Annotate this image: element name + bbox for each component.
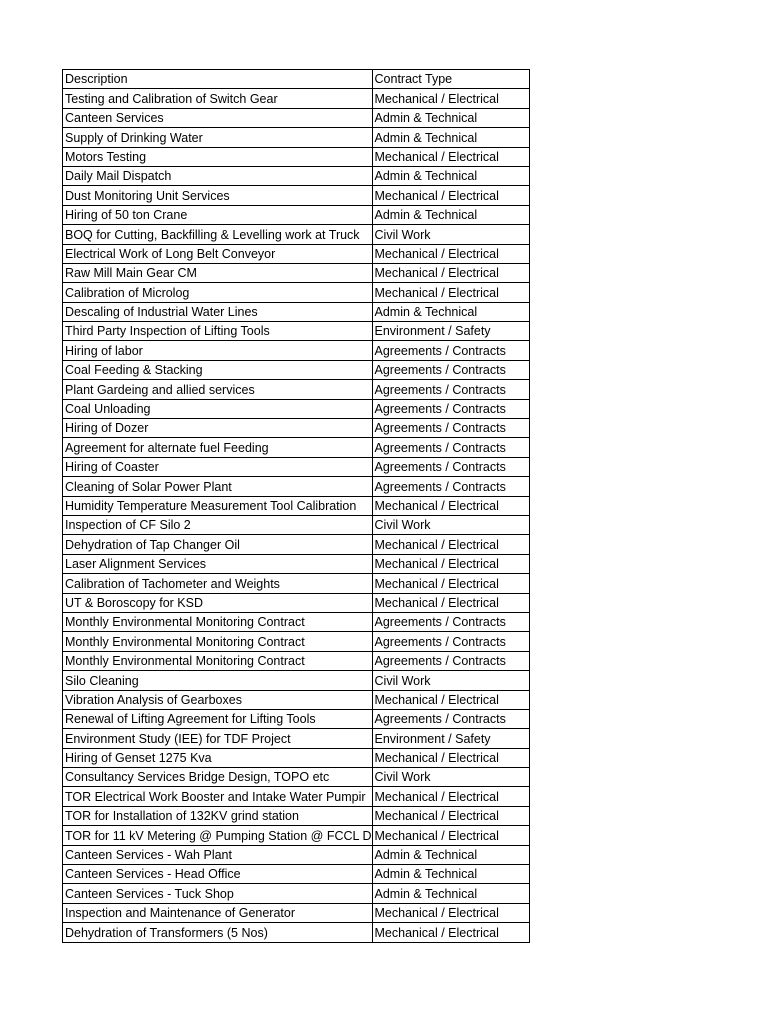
table-row	[63, 748, 530, 767]
table-row	[63, 632, 530, 651]
contracts-table	[62, 69, 530, 943]
table-row	[63, 554, 530, 573]
description-cell[interactable]: TOR for Installation of 132KV grind station	[63, 806, 373, 825]
table-row	[63, 457, 530, 476]
description-cell[interactable]: Calibration of Microlog	[63, 283, 373, 302]
table-row	[63, 923, 530, 942]
table-row	[63, 89, 530, 108]
description-cell[interactable]: Monthly Environmental Monitoring Contract	[63, 651, 373, 670]
contract-type-cell[interactable]: Agreements / Contracts	[372, 651, 529, 670]
table-row	[63, 186, 530, 205]
contract-type-cell[interactable]: Admin & Technical	[372, 166, 529, 185]
table-row	[63, 322, 530, 341]
description-cell[interactable]: Monthly Environmental Monitoring Contract	[63, 612, 373, 631]
table-row	[63, 845, 530, 864]
contract-type-cell[interactable]: Mechanical / Electrical	[372, 923, 529, 942]
description-cell[interactable]: Laser Alignment Services	[63, 554, 373, 573]
table-body	[63, 70, 530, 943]
description-cell[interactable]: Daily Mail Dispatch	[63, 166, 373, 185]
contract-type-cell[interactable]: Mechanical / Electrical	[372, 535, 529, 554]
description-cell[interactable]: Electrical Work of Long Belt Conveyor	[63, 244, 373, 263]
contract-type-cell[interactable]: Admin & Technical	[372, 845, 529, 864]
contract-type-cell[interactable]: Mechanical / Electrical	[372, 806, 529, 825]
table-row	[63, 244, 530, 263]
contract-type-cell[interactable]: Mechanical / Electrical	[372, 748, 529, 767]
description-cell[interactable]: Dehydration of Tap Changer Oil	[63, 535, 373, 554]
contract-type-cell[interactable]: Mechanical / Electrical	[372, 89, 529, 108]
contract-type-cell[interactable]: Agreements / Contracts	[372, 380, 529, 399]
table-row	[63, 884, 530, 903]
description-cell[interactable]: TOR Electrical Work Booster and Intake Water Pumpir	[63, 787, 373, 806]
description-cell[interactable]: Hiring of 50 ton Crane	[63, 205, 373, 224]
contract-type-cell[interactable]: Agreements / Contracts	[372, 632, 529, 651]
contract-type-cell[interactable]: Admin & Technical	[372, 865, 529, 884]
description-cell[interactable]: Hiring of Dozer	[63, 419, 373, 438]
description-cell[interactable]: Renewal of Lifting Agreement for Lifting Tools	[63, 709, 373, 728]
description-cell[interactable]: Hiring of Coaster	[63, 457, 373, 476]
contract-type-cell[interactable]: Agreements / Contracts	[372, 612, 529, 631]
contract-type-cell[interactable]: Mechanical / Electrical	[372, 263, 529, 282]
contract-type-cell[interactable]: Agreements / Contracts	[372, 457, 529, 476]
contract-type-cell[interactable]: Agreements / Contracts	[372, 341, 529, 360]
table-row	[63, 419, 530, 438]
header-description[interactable]: Description	[63, 70, 373, 89]
table-row	[63, 263, 530, 282]
description-cell[interactable]: Plant Gardeing and allied services	[63, 380, 373, 399]
description-cell[interactable]: Hiring of Genset 1275 Kva	[63, 748, 373, 767]
contract-type-cell[interactable]: Environment / Safety	[372, 322, 529, 341]
description-cell[interactable]: Calibration of Tachometer and Weights	[63, 574, 373, 593]
contract-type-cell[interactable]: Agreements / Contracts	[372, 438, 529, 457]
description-cell[interactable]: Consultancy Services Bridge Design, TOPO etc	[63, 768, 373, 787]
description-cell[interactable]: Motors Testing	[63, 147, 373, 166]
description-cell[interactable]: Vibration Analysis of Gearboxes	[63, 690, 373, 709]
contract-type-cell[interactable]: Mechanical / Electrical	[372, 554, 529, 573]
description-cell[interactable]: Silo Cleaning	[63, 671, 373, 690]
contract-type-cell[interactable]: Civil Work	[372, 515, 529, 534]
contract-type-cell[interactable]: Agreements / Contracts	[372, 419, 529, 438]
table-row	[63, 341, 530, 360]
table-row	[63, 574, 530, 593]
header-row	[63, 70, 530, 89]
table-row	[63, 651, 530, 670]
contract-type-cell[interactable]: Mechanical / Electrical	[372, 787, 529, 806]
table-row	[63, 671, 530, 690]
table-row	[63, 903, 530, 922]
contract-type-cell[interactable]: Admin & Technical	[372, 128, 529, 147]
contract-type-cell[interactable]: Mechanical / Electrical	[372, 147, 529, 166]
description-cell[interactable]: Cleaning of Solar Power Plant	[63, 477, 373, 496]
table-row	[63, 399, 530, 418]
table-row	[63, 205, 530, 224]
description-cell[interactable]: Coal Unloading	[63, 399, 373, 418]
description-cell[interactable]: Monthly Environmental Monitoring Contract	[63, 632, 373, 651]
description-cell[interactable]: TOR for 11 kV Metering @ Pumping Station @ FCCL D	[63, 826, 373, 845]
description-cell[interactable]: Canteen Services	[63, 108, 373, 127]
table-row	[63, 535, 530, 554]
table-row	[63, 166, 530, 185]
description-cell[interactable]: UT & Boroscopy for KSD	[63, 593, 373, 612]
contract-type-cell[interactable]: Mechanical / Electrical	[372, 186, 529, 205]
description-cell[interactable]: Testing and Calibration of Switch Gear	[63, 89, 373, 108]
table-row	[63, 515, 530, 534]
contract-type-cell[interactable]: Mechanical / Electrical	[372, 574, 529, 593]
description-cell[interactable]: Supply of Drinking Water	[63, 128, 373, 147]
contract-type-cell[interactable]: Admin & Technical	[372, 302, 529, 321]
table-row	[63, 225, 530, 244]
contract-type-cell[interactable]: Mechanical / Electrical	[372, 826, 529, 845]
contract-type-cell[interactable]: Mechanical / Electrical	[372, 283, 529, 302]
contract-type-cell[interactable]: Mechanical / Electrical	[372, 903, 529, 922]
description-cell[interactable]: Hiring of labor	[63, 341, 373, 360]
description-cell[interactable]: Third Party Inspection of Lifting Tools	[63, 322, 373, 341]
table-row	[63, 690, 530, 709]
contract-type-cell[interactable]: Admin & Technical	[372, 884, 529, 903]
table-row	[63, 806, 530, 825]
contract-type-cell[interactable]: Admin & Technical	[372, 108, 529, 127]
contract-type-cell[interactable]: Civil Work	[372, 768, 529, 787]
contract-type-cell[interactable]: Agreements / Contracts	[372, 399, 529, 418]
table-row	[63, 477, 530, 496]
table-row	[63, 729, 530, 748]
contract-type-cell[interactable]: Agreements / Contracts	[372, 477, 529, 496]
description-cell[interactable]: Descaling of Industrial Water Lines	[63, 302, 373, 321]
description-cell[interactable]: Dust Monitoring Unit Services	[63, 186, 373, 205]
description-cell[interactable]: Canteen Services - Tuck Shop	[63, 884, 373, 903]
table-row	[63, 496, 530, 515]
description-cell[interactable]: Inspection of CF Silo 2	[63, 515, 373, 534]
table-row	[63, 787, 530, 806]
table-row	[63, 768, 530, 787]
table-row	[63, 380, 530, 399]
table-row	[63, 593, 530, 612]
contract-type-cell[interactable]: Mechanical / Electrical	[372, 496, 529, 515]
table-row	[63, 108, 530, 127]
table-row	[63, 865, 530, 884]
contract-type-cell[interactable]: Admin & Technical	[372, 205, 529, 224]
header-contract-type[interactable]: Contract Type	[372, 70, 529, 89]
description-cell[interactable]: Coal Feeding & Stacking	[63, 360, 373, 379]
table-row	[63, 360, 530, 379]
contract-type-cell[interactable]: Agreements / Contracts	[372, 709, 529, 728]
contract-type-cell[interactable]: Civil Work	[372, 671, 529, 690]
description-cell[interactable]: Canteen Services - Wah Plant	[63, 845, 373, 864]
table-row	[63, 147, 530, 166]
contract-type-cell[interactable]: Civil Work	[372, 225, 529, 244]
table-row	[63, 283, 530, 302]
description-cell[interactable]: BOQ for Cutting, Backfilling & Levelling work at Truck	[63, 225, 373, 244]
table-row	[63, 438, 530, 457]
contract-type-cell[interactable]: Mechanical / Electrical	[372, 244, 529, 263]
description-cell[interactable]: Humidity Temperature Measurement Tool Calibration	[63, 496, 373, 515]
table-row	[63, 709, 530, 728]
description-cell[interactable]: Inspection and Maintenance of Generator	[63, 903, 373, 922]
description-cell[interactable]: Canteen Services - Head Office	[63, 865, 373, 884]
table-row	[63, 128, 530, 147]
description-cell[interactable]: Raw Mill Main Gear CM	[63, 263, 373, 282]
description-cell[interactable]: Environment Study (IEE) for TDF Project	[63, 729, 373, 748]
contract-type-cell[interactable]: Environment / Safety	[372, 729, 529, 748]
table-row	[63, 612, 530, 631]
contract-type-cell[interactable]: Mechanical / Electrical	[372, 690, 529, 709]
table-row	[63, 302, 530, 321]
contract-type-cell[interactable]: Mechanical / Electrical	[372, 593, 529, 612]
table-row	[63, 826, 530, 845]
description-cell[interactable]: Dehydration of Transformers (5 Nos)	[63, 923, 373, 942]
contract-type-cell[interactable]: Agreements / Contracts	[372, 360, 529, 379]
description-cell[interactable]: Agreement for alternate fuel Feeding	[63, 438, 373, 457]
